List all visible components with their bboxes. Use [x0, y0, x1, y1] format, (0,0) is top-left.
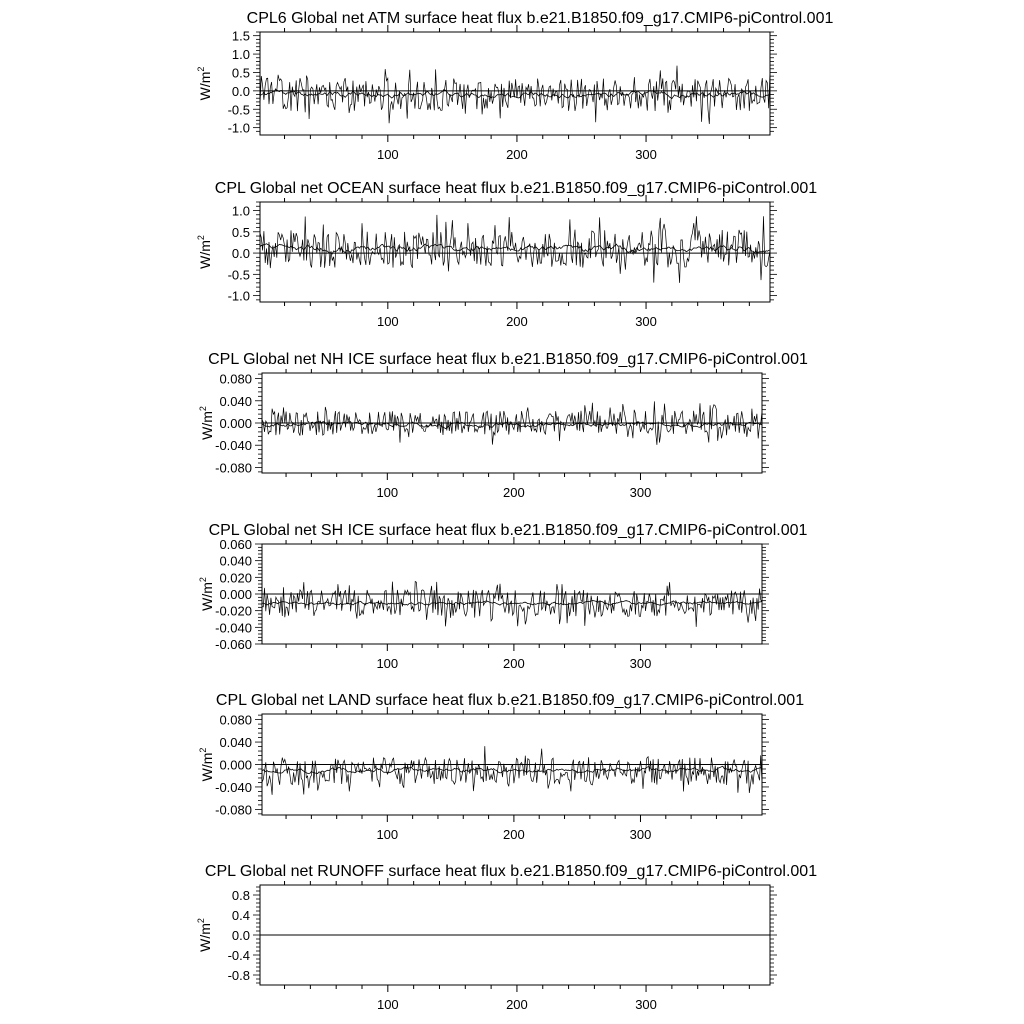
panel-title: CPL Global net RUNOFF surface heat flux b.e21.B1850.f09_g17.CMIP6-piControl.001: [204, 863, 818, 880]
x-tick-label: 300: [635, 314, 657, 329]
y-tick-label: 0.020: [219, 570, 252, 586]
panel-title: CPL6 Global net ATM surface heat flux b.e21.B1850.f09_g17.CMIP6-piControl.001: [246, 10, 834, 27]
y-tick-label: 0.000: [219, 587, 252, 602]
x-tick-label: 200: [503, 827, 525, 842]
y-tick-label: 0.040: [219, 735, 252, 751]
y-axis-label: $W/m^2$: [196, 235, 213, 269]
y-tick-label: -1.0: [227, 120, 250, 136]
y-tick-label: -0.080: [215, 460, 252, 476]
y-tick-label: -0.040: [215, 438, 252, 454]
y-tick-label: 0.000: [219, 416, 252, 431]
y-tick-label: 0.5: [231, 65, 250, 81]
x-tick-label: 200: [503, 656, 525, 671]
panel-2: [196, 180, 817, 329]
x-tick-label: 300: [629, 827, 652, 842]
y-tick-label: 0.4: [231, 908, 250, 923]
y-tick-label: -0.040: [215, 620, 252, 636]
x-tick-label: 200: [503, 485, 525, 500]
y-tick-label: -1.0: [227, 288, 250, 304]
x-tick-label: 200: [506, 147, 528, 162]
y-tick-label: 0.080: [219, 371, 252, 387]
series-line-monthly: [260, 66, 770, 124]
y-tick-label: 1.0: [231, 47, 250, 63]
x-tick-label: 100: [376, 656, 399, 671]
y-tick-label: 0.8: [231, 888, 250, 903]
y-axis-label: $W/m^2$: [198, 406, 215, 440]
y-tick-label: 0.040: [219, 393, 252, 409]
y-axis-label: $W/m^2$: [196, 66, 213, 101]
y-tick-label: -0.080: [215, 802, 252, 818]
y-axis-label: $W/m^2$: [196, 918, 213, 952]
y-tick-label: 1.0: [231, 203, 250, 219]
panel-title: CPL Global net OCEAN surface heat flux b.e21.B1850.f09_g17.CMIP6-piControl.001: [214, 180, 818, 197]
x-tick-label: 100: [376, 147, 399, 162]
y-axis-label: $W/m^2$: [198, 747, 215, 782]
y-tick-label: -0.4: [227, 948, 250, 963]
y-tick-label: 0.0: [231, 246, 250, 262]
x-tick-label: 100: [376, 997, 399, 1012]
y-axis-label: $W/m^2$: [198, 577, 215, 611]
x-tick-label: 300: [629, 656, 652, 671]
x-tick-label: 100: [376, 485, 399, 500]
y-tick-label: 0.080: [219, 712, 252, 728]
x-tick-label: 300: [635, 997, 657, 1012]
series-line-monthly: [260, 215, 770, 283]
y-tick-label: 0.060: [219, 537, 252, 552]
y-tick-label: 1.5: [231, 28, 250, 44]
y-tick-label: 0.0: [231, 928, 250, 943]
x-tick-label: 200: [506, 314, 528, 329]
y-tick-label: -0.5: [227, 267, 250, 283]
y-tick-label: -0.8: [227, 968, 250, 983]
panel-1: [196, 10, 833, 162]
x-tick-label: 200: [506, 997, 528, 1012]
panel-3: [198, 351, 808, 500]
y-tick-label: 0.000: [219, 757, 252, 773]
y-tick-label: -0.040: [215, 779, 252, 795]
y-tick-label: 0.040: [219, 553, 252, 569]
panel-5: [198, 692, 804, 842]
y-tick-label: 0.5: [231, 224, 250, 240]
panel-title: CPL Global net NH ICE surface heat flux b.e21.B1850.f09_g17.CMIP6-piControl.001: [208, 351, 808, 368]
y-tick-label: -0.060: [215, 637, 252, 652]
x-tick-label: 100: [376, 827, 399, 842]
panel-title: CPL Global net LAND surface heat flux b.e21.B1850.f09_g17.CMIP6-piControl.001: [215, 692, 805, 709]
y-tick-label: -0.020: [215, 603, 252, 619]
x-tick-label: 100: [376, 314, 399, 329]
plot-frame: [260, 202, 770, 302]
panel-4: [198, 522, 808, 671]
y-tick-label: -0.5: [227, 102, 250, 118]
x-tick-label: 300: [629, 485, 652, 500]
y-tick-label: 0.0: [231, 83, 250, 99]
x-tick-label: 300: [635, 147, 657, 162]
panel-title: CPL Global net SH ICE surface heat flux b.e21.B1850.f09_g17.CMIP6-piControl.001: [208, 522, 808, 539]
panel-6: [196, 863, 817, 1012]
